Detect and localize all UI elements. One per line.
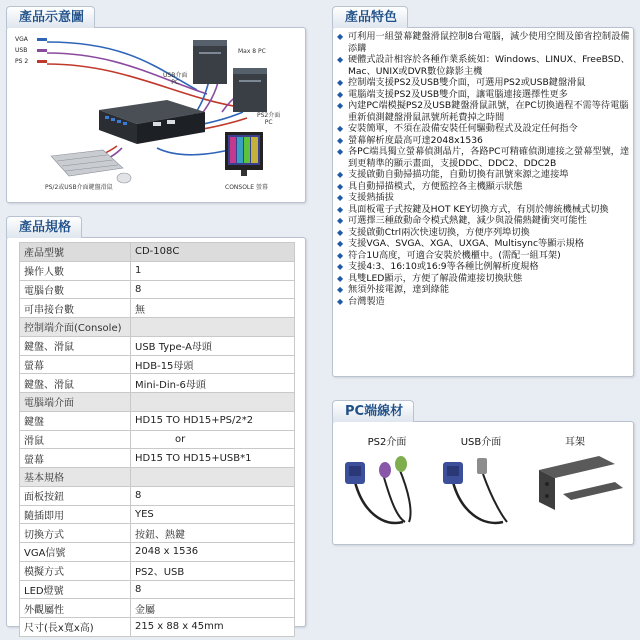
- keyboard-mouse-label: PS/2或USB介面鍵盤滑鼠: [45, 184, 113, 191]
- spec-key: 模擬方式: [20, 561, 131, 580]
- spec-key: 面板按鈕: [20, 486, 131, 505]
- feature-item: ◆ 支援啟動Ctrl兩次快速切換，方便序列埠切換: [336, 227, 632, 239]
- feature-item: ◆ 具自動掃描模式，方便監控各主機顯示狀態: [336, 181, 632, 193]
- spec-table: [19, 242, 295, 637]
- legend-usb: USB: [15, 45, 50, 56]
- feature-item: ◆ 無須外接電源，達到綠能: [336, 284, 632, 296]
- spec-key: 操作人數: [20, 261, 131, 280]
- spec-row: [20, 430, 295, 449]
- spec-key: 滑鼠: [20, 430, 131, 449]
- feature-item: ◆ 支援啟動自動掃描功能，自動切換有訊號來源之連接埠: [336, 169, 632, 181]
- spec-section-fill: [131, 318, 295, 337]
- spec-value: 1: [131, 261, 295, 280]
- spec-row: [20, 355, 295, 374]
- ps2-pc-tower-icon: [233, 68, 267, 112]
- spec-value: 按鈕、熱鍵: [131, 524, 295, 543]
- diagram-panel: [6, 27, 306, 203]
- spec-row: [20, 336, 295, 355]
- cables-illustration: [333, 422, 635, 546]
- spec-row: [20, 449, 295, 468]
- kvm-switch-icon: [99, 100, 205, 144]
- spec-key: VGA信號: [20, 543, 131, 562]
- feature-item: ◆ 可利用一組螢幕鍵盤滑鼠控制8台電腦，減少使用空間及節省控制設備添購: [336, 31, 632, 54]
- usb-pc-label: USB介面 PC: [163, 72, 188, 86]
- spec-section-label: 控制端介面(Console): [20, 318, 131, 337]
- feature-item: ◆ 支援熱插拔: [336, 192, 632, 204]
- spec-section-row: [20, 393, 295, 412]
- spec-value: USB Type-A母頭: [131, 336, 295, 355]
- usb-cable-icon: [443, 458, 507, 523]
- spec-key: 外觀屬性: [20, 599, 131, 618]
- spec-row: [20, 543, 295, 562]
- spec-key: 電腦台數: [20, 280, 131, 299]
- feature-item: ◆ 具雙LED顯示，方便了解設備連接切換狀態: [336, 273, 632, 285]
- spec-key: 螢幕: [20, 449, 131, 468]
- console-monitor-icon: [225, 132, 263, 176]
- spec-row: [20, 411, 295, 430]
- feature-item: ◆ 台灣製造: [336, 296, 632, 308]
- spec-section-label: 基本規格: [20, 468, 131, 487]
- cable-label-usb: USB介面: [460, 437, 502, 448]
- spec-value: YES: [131, 505, 295, 524]
- spec-value: 215 x 88 x 45mm: [131, 618, 295, 637]
- feature-item: ◆ 符合1U高度，可適合安裝於機櫃中。(需配一組耳架): [336, 250, 632, 262]
- spec-value: HD15 TO HD15+USB*1: [131, 449, 295, 468]
- spec-value: 金屬: [131, 599, 295, 618]
- spec-key: 切換方式: [20, 524, 131, 543]
- feature-item: ◆ 安裝簡單，不須在設備安裝任何驅動程式及設定任何指令: [336, 123, 632, 135]
- features-section-title: 產品特色: [332, 6, 408, 28]
- spec-value: or: [131, 430, 295, 449]
- feature-item: ◆ 硬體式設計相容於各種作業系統如：Windows、LINUX、FreeBSD、Mac、UNIX或DVR數位錄影主機: [336, 54, 632, 77]
- spec-key: 鍵盤、滑鼠: [20, 336, 131, 355]
- feature-item: ◆ 內建PC端模擬PS2及USB鍵盤滑鼠訊號，在PC切換過程不需等待電腦重新偵測鍵盤滑鼠訊號所耗費掉之時間: [336, 100, 632, 123]
- spec-key: 尺寸(長x寬x高): [20, 618, 131, 637]
- spec-header-row: [20, 243, 295, 262]
- spec-row: [20, 524, 295, 543]
- rack-bracket-icon: [539, 456, 623, 510]
- feature-item: ◆ 支援VGA、SVGA、XGA、UXGA、Multisync等顯示規格: [336, 238, 632, 250]
- spec-row: [20, 299, 295, 318]
- legend-vga: VGA: [15, 34, 50, 45]
- max-pc-label: Max 8 PC: [238, 48, 266, 55]
- spec-value: HDB-15母頭: [131, 355, 295, 374]
- diagram-section-title: 產品示意圖: [6, 6, 95, 28]
- cable-label-bracket: 耳架: [565, 437, 585, 448]
- spec-value: CD-108C: [131, 243, 295, 262]
- spec-value: 8: [131, 280, 295, 299]
- spec-section-fill: [131, 393, 295, 412]
- cable-label-ps2: PS2介面: [367, 437, 407, 448]
- spec-row: [20, 280, 295, 299]
- spec-row: [20, 599, 295, 618]
- spec-value: 8: [131, 580, 295, 599]
- spec-value: HD15 TO HD15+PS/2*2: [131, 411, 295, 430]
- usb-pc-tower-icon: [193, 40, 227, 84]
- spec-key: 可串接台數: [20, 299, 131, 318]
- cables-section-title: PC端線材: [332, 400, 414, 422]
- ps2-cable-icon: [345, 456, 411, 523]
- specs-section-title: 產品規格: [6, 216, 82, 238]
- feature-item: ◆ 具面板電子式按鍵及HOT KEY切換方式，有別於傳統機械式切換: [336, 204, 632, 216]
- spec-section-row: [20, 468, 295, 487]
- keyboard-icon: [51, 150, 123, 176]
- feature-item: ◆ 螢幕解析度最高可達2048x1536: [336, 135, 632, 147]
- ps2-pc-label: PS2介面 PC: [257, 112, 281, 126]
- cables-panel: [332, 421, 634, 545]
- spec-key: 鍵盤、滑鼠: [20, 374, 131, 393]
- feature-item: ◆ 支援4:3、16:10或16:9等各種比例解析度規格: [336, 261, 632, 273]
- spec-value: 無: [131, 299, 295, 318]
- spec-row: [20, 561, 295, 580]
- feature-item: ◆ 控制端支援PS2及USB雙介面，可選用PS2或USB鍵盤滑鼠: [336, 77, 632, 89]
- spec-row: [20, 505, 295, 524]
- spec-section-row: [20, 318, 295, 337]
- spec-value: 8: [131, 486, 295, 505]
- spec-key: 螢幕: [20, 355, 131, 374]
- spec-value: PS2、USB: [131, 561, 295, 580]
- mouse-icon: [117, 173, 131, 183]
- legend-ps2: PS 2: [15, 56, 50, 67]
- feature-list: [336, 31, 632, 307]
- spec-row: [20, 486, 295, 505]
- spec-row: [20, 374, 295, 393]
- spec-row: [20, 261, 295, 280]
- spec-key: 鍵盤: [20, 411, 131, 430]
- spec-row: [20, 618, 295, 637]
- spec-value: Mini-Din-6母頭: [131, 374, 295, 393]
- spec-key: 產品型號: [20, 243, 131, 262]
- feature-item: ◆ 各PC端具獨立螢幕偵測晶片，各路PC可精確偵測連接之螢幕型號，達到更精準的顯示畫面，支援DDC、DDC2、DDC2B: [336, 146, 632, 169]
- spec-section-label: 電腦端介面: [20, 393, 131, 412]
- spec-key: 隨插即用: [20, 505, 131, 524]
- spec-key: LED燈號: [20, 580, 131, 599]
- feature-item: ◆ 電腦端支援PS2及USB雙介面，讓電腦連接選擇性更多: [336, 89, 632, 101]
- spec-row: [20, 580, 295, 599]
- feature-item: ◆ 可選擇三種啟動命令模式熱鍵，減少與設備熱鍵衝突可能性: [336, 215, 632, 227]
- console-monitor-label: CONSOLE 螢幕: [225, 184, 268, 191]
- spec-value: 2048 x 1536: [131, 543, 295, 562]
- spec-section-fill: [131, 468, 295, 487]
